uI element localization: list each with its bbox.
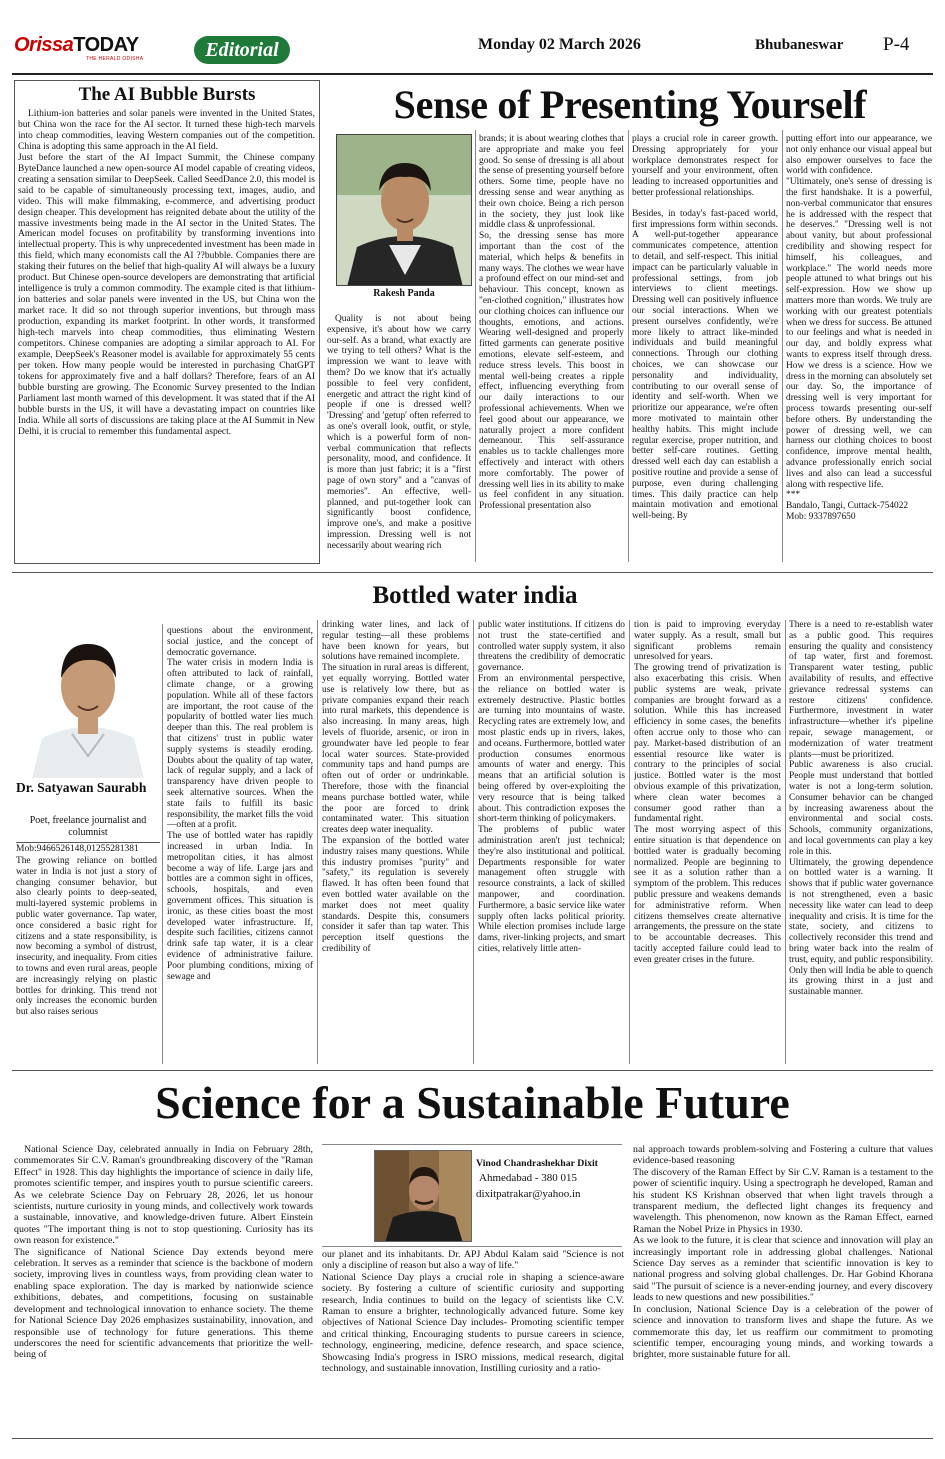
- water-col-rule: [629, 620, 630, 1064]
- sense-col-1-text: Quality is not about being expensive, it's about how we carry our-self. As a brand, what exactly are we trying to tell others? What is the impression we want to leave with them? Do we know that it's actually possible to feel very confident, energetic and attract the right kind of people if one is dressed well? 'Dressing' and 'getup' often referred to as one's overall look, outfit, or style, which is a powerful form of non-verbal communication that reflects personality, mood, and confidence. It is more than just fabric; it is a "first page of own story" and a "canvas of memories". An effective, well-planned, and put-together look can significantly boost confidence, improve one's, and make a positive impression. Dressing well is not necessarily about wearing rich: [327, 314, 471, 551]
- water-col-6-p1: There is a need to re-establish water as a public good. This requires ensuring the quality and consistency of tap water, first and foremost. Transparent water testing, public availability of results, and effective grievance redressal systems can restore citizens' confidence. Furthermore, investment in water infrastructure—whether it's pipeline repair, sewage management, or modernization of water treatment plants—must be prioritized.: [789, 620, 933, 760]
- ai-para-2: Just before the start of the AI Impact Summit, the Chinese company ByteDance launched a new open-source AI model capable of creating videos, creating a sensation similar to DeepSeek. Called SeedDance 2.0, this model is said to be capable of simultaneously processing text, images, audio, and video. This will make filmmaking, e-commerce, and advertising product design cheaper. This development has reignited debate about the utility of the massive investments being made in the AI sector in the United States. The American model focuses on profitability by transforming inventions into intellectual property. This is why unprecedented investment has been made in this field, which many economists call the AI ??bubble. Companies there are staking their futures on the belief that high-quality AI will always be a luxury product. But Chinese open-source developers are demonstrating that artificial intelligence is truly a common commodity. The example cited is that lithium-ion batteries and solar panels were invented in the US, but China won the market race. It did so not through superior inventions, but through mass production, expanding its market footprint. In other words, it transformed high-tech marvels into cheap commodities, thus eliminating Western competitors. Chinese companies are adopting a similar approach to AI. For example, DeepSeek's Reasoner model is available for approximately 55 cents per token. How many people would be interested in purchasing ChatGPT tokens for approximately five and a half dollars? Therefore, fears of an AI bubble bursting are growing. The Economic Survey presented to the Indian Parliament last month warned of this development. It was stated that if the AI bubble bursts in the US, it will have a devastating impact on countries like India. While all sorts of discussions are taking place at the AI Summit in New Delhi, it is crucial to remember this fundamental aspect.: [18, 152, 315, 437]
- water-col-rule: [162, 624, 163, 1064]
- water-col-rule: [317, 620, 318, 1064]
- science-author-email: dixitpatrakar@yahoo.in: [476, 1188, 581, 1200]
- water-col-5-p1: tion is paid to improving everyday water supply. As a result, small but significant problems remain unresolved for years.: [634, 620, 781, 663]
- water-col-4-p2: From an environmental perspective, the reliance on bottled water is extremely destructive. Plastic bottles are turning into mountains of waste. Recycling rates are extremely low, and most plastic ends up in rivers, lakes, and oceans. Furthermore, bottled water production consumes enormous amounts of water and energy. This means that an artificial solution is being offered by over-exploiting the very resource that is being talked about. This contradiction exposes the short-term thinking of policymakers.: [478, 673, 625, 825]
- sense-col-4-p2: "Ultimately, one's sense of dressing is the first handshake. It is a powerful, non-verbal communicator that ensures he is addressed with the respect that he deserves." "Dressing well is not about vanity, but about professional credibility and showing respect for himself, his colleagues, and workplace." The world needs more people attuned to what brings out his self-expression. How we show up matters more than words. We truly are working with our greatest potentials when we dress for success. Be attuned to our feelings and what is needed in our day, and boldly express what wants to express itself through dress. How we dress is a science. How we dress in the morning can absolutely set our day. So, the importance of dressing well is very important for process towards presenting our-self before others. By understanding the power of dressing well, we can harness our clothing choices to boost confidence, improve mental health, advance professionally enrich social lives and also can lead a successful along with respective life.: [786, 177, 932, 490]
- water-col-2: [167, 626, 313, 1064]
- water-col-2-p3: The use of bottled water has rapidly increased in urban India. In metropolitan cities, it has almost become a way of life. Large jars and bottles are a common sight in offices, schools, hospitals, and even government offices. This situation is ironic, as these cities boast the most developed water infrastructure. If, despite such facilities, citizens cannot drink safe tap water, it is a clear evidence of administrative failure. Poor plumbing conditions, mixing of sewage and: [167, 831, 313, 982]
- page-number: P-4: [883, 34, 910, 55]
- sense-col-rule: [782, 130, 783, 562]
- logo-tagline: THE HERALD ODISHA: [86, 56, 144, 62]
- sense-author: Rakesh Panda: [373, 288, 435, 299]
- water-col-3-p1: drinking water lines, and lack of regular testing—all these problems have been known for years, but solutions have remained incomplete.: [322, 620, 469, 663]
- sense-col-3-p2: Besides, in today's fast-paced world, first impressions form within seconds. A well-put-together appearance communicates competence, attention to detail, and self-respect. This initial impact can be particularly valuable in professional settings, from job interviews to client meetings. Dressing well can positively influence our social interactions. When we present ourselves confidently, we're more likely to attract like-minded individuals and build meaningful connections. Through our clothing choices, we can showcase our personality and individuality, contributing to our overall sense of identity and self-worth. When we prioritize our appearance, we're often more motivated to maintain other healthy habits. This might include regular exercise, proper nutrition, and better self-care routines. Getting dressed well each day can establish a positive routine and provide a sense of purpose, even during challenging times. This daily practice can help maintain motivation and emotional well-being. By: [632, 208, 778, 522]
- section-divider: [12, 1070, 933, 1071]
- sense-col-2: [479, 134, 624, 564]
- water-col-rule: [785, 620, 786, 1064]
- header-rule: [12, 73, 933, 75]
- water-col-4-p3: The problems of public water administration aren't just technical; they're also institutional and political. Departments responsible for water management often struggle with resource constraints, a lack of skilled manpower, and coordination. Furthermore, a basic service like water supply often lacks political priority. While election promises include large dams, river-linking projects, and smart cities, relatively little atten-: [478, 825, 625, 954]
- science-col-3-p1: nal approach towards problem-solving and Fostering a culture that values evidence-based reasoning: [633, 1144, 933, 1167]
- sense-col-rule: [475, 130, 476, 562]
- water-col-4: [478, 620, 625, 1064]
- sense-col-4: [786, 134, 932, 564]
- science-col-2-p2: National Science Day plays a crucial role in shaping a science-aware society. By fostering a culture of scientific curiosity and supporting research, India continues to build on the legacy of scientists like C.V. Raman to ensure a brighter, technologically advanced future. Some key objectives of National Science Day includes- Promoting scientific temper and critical thinking, Encouraging students to pursue careers in science, technology, engineering, medicine, defence research, and space science, Showcasing India's progress in ISRO missions, medical research, digital technology, and sustainable innovation, Instilling curiosity and a ratio-: [322, 1271, 624, 1375]
- water-author-mobile: Mob:9466526148,01255281381: [16, 842, 160, 854]
- water-col-3: [322, 620, 469, 1064]
- water-col-5-p2: The growing trend of privatization is also exacerbating this crisis. When public systems are weak, private companies are brought forward as a solution. While this has increased efficiency in some cases, the benefits often accrue only to those who can pay. Market-based distribution of an essential resource like water is contrary to the principles of social justice. Bottled water is the most obvious example of this privatization, where clean water becomes a consumer good rather than a fundamental right.: [634, 663, 781, 825]
- logo-today: TODAY: [73, 34, 139, 56]
- ai-article-body: [18, 109, 315, 559]
- sense-col-2-p2: So, the dressing sense has more important than the cost of the material, which helps & benefits in many ways. The clothes we wear have a profound effect on our mind-set and behaviour. This concept, known as "en-clothed cognition," illustrates how our clothing choices can influence our thoughts, emotions, and actions. Wearing well-designed and properly fitted garments can generate positive emotions, elevate self-esteem, and reduce stress levels. This boost in mental well-being creates a ripple effect, influencing everything from our daily interactions to our professional achievements. When we feel good about our appearance, we naturally project a more confident demeanour. This self-assurance enables us to tackle challenges more effectively and interact with others more comfortably. The power of dressing well lies in its ability to make us feel confident in any situation. Professional presentation also: [479, 231, 624, 512]
- footer-rule: [12, 1438, 933, 1439]
- water-col-6-p2: Public awareness is also crucial. People must understand that bottled water is not a long-term solution. Consumer behavior can be changed by increasing awareness about the environmental and social costs. Schools, community organizations, and local governments can play a key role in this.: [789, 760, 933, 857]
- science-col-1-p1: National Science Day, celebrated annually in India on February 28th, commemorates Sir C.V. Raman's groundbreaking discovery of the "Raman Effect" in 1928. This day highlights the importance of science in daily life, promotes scientific temper, and inspires youth to pursue scientific careers. As we celebrate Science Day on February 28, 2026, let us honour scientists, nurture curiosity in young minds, and collectively work towards a sustainable, innovative, and knowledge-driven future. Albert Einstein quotes "The important thing is not to stop questioning. Curiosity has its own reason for existence.": [14, 1144, 313, 1247]
- sense-stars: ***: [786, 490, 801, 501]
- water-col-3-p2: The situation in rural areas is different, yet equally worrying. Bottled water use is relatively low there, but as private companies expand their reach into rural markets, this dependence is also increasing. In many areas, high levels of fluoride, arsenic, or iron in groundwater have led people to fear local water sources. State-provided community taps and hand pumps are often out of order or undrinkable. Therefore, those with the financial means purchase bottled water, while the poor are forced to drink contaminated water. This situation creates deep water inequality.: [322, 663, 469, 836]
- sense-address: Bandalo, Tangi, Cuttack-754022: [786, 501, 909, 512]
- science-col-1: [14, 1144, 313, 1432]
- water-col-2-p1: questions about the environment, social justice, and the concept of democratic governance.: [167, 626, 313, 658]
- water-col-5: [634, 620, 781, 1064]
- author-box-rule: [322, 1144, 622, 1145]
- portrait-image: [375, 1151, 472, 1242]
- science-author-name: Vinod Chandrashekhar Dixit: [476, 1158, 598, 1169]
- sense-col-3: [632, 134, 778, 564]
- vinod-photo: [374, 1150, 472, 1242]
- science-col-3-p3: As we look to the future, it is clear that science and innovation will play an increasingly important role in addressing global challenges. National Science Day serves as a reminder that scientific innovation is key to national progress and solving global challenges. Dr. Har Gobind Khorana said "The pursuit of science is a never-ending journey, and every discovery leads to new questions and new possibilities.": [633, 1235, 933, 1304]
- sense-article-title: Sense of Presenting Yourself: [393, 82, 867, 127]
- science-col-2-p1: our planet and its inhabitants. Dr. APJ Abdul Kalam said "Science is not only a discipline of reason but also a way of life.": [322, 1249, 624, 1272]
- sense-col-2-p1: brands; it is about wearing clothes that are appropriate and make you feel good. So sense of dressing is all about the sense of presenting yourself before others. Some time, people have no dressing sense and wear anything as their own choice. Being a rich person in the society, they just look like middle class & unprofessional.: [479, 134, 624, 231]
- science-col-3: [633, 1144, 933, 1432]
- water-col-3-p3: The expansion of the bottled water industry raises many questions. While this industry promises "purity" and "safety," its regulation is severely flawed. It has often been found that even bottled water available on the market does not meet quality standards. Despite this, consumers consider it safer than tap water. This perception itself questions the credibility of: [322, 835, 469, 954]
- section-divider: [12, 572, 933, 573]
- water-author-role: Poet, freelance journalist and columnist: [29, 815, 147, 838]
- science-col-3-p2: The discovery of the Raman Effect by Sir C.V. Raman is a testament to the power of scientific inquiry. Using a spectrograph he developed, Raman and his student KS Krishnan observed that when light travels through a transparent medium, the deflected light changes its frequency and wavelength. This phenomenon, now known as the Raman Effect, earned Raman the Nobel Prize in Physics in 1930.: [633, 1166, 933, 1235]
- water-col-5-p3: The most worrying aspect of this entire situation is that dependence on bottled water is gradually becoming normalized. People are beginning to see it as a solution rather than a symptom of the problem. This reduces public pressure and weakens demands for administrative reform. When citizens themselves create alternative arrangements, the pressure on the state to be accountable decreases. This tacitly accepted failure could lead to even greater crises in the future.: [634, 825, 781, 965]
- ai-para-1: Lithium-ion batteries and solar panels were invented in the United States, but China won the race for the AI sector. It turned these high-tech marvels into cheap commodities, leaving Western companies out of the competition. China is adopting this same approach in the AI field.: [18, 109, 315, 152]
- science-article-title: Science for a Sustainable Future: [155, 1077, 790, 1128]
- science-col-3-p4: In conclusion, National Science Day is a celebration of the power of science and innovation to transform lives and shape the future. As we commemorate this day, let us reaffirm our commitment to promoting scientific temper, encouraging young minds, and working towards a brighter, more sustainable future for all.: [633, 1303, 933, 1361]
- science-col-1-p2: The significance of National Science Day extends beyond mere celebration. It serves as a reminder that science is the backbone of modern society, improving lives in countless ways, from providing clean water to enabling space exploration. The day is marked by nationwide science exhibitions, debates, and competitions, focusing on sustainable development and technological innovation to enhance society. The theme for National Science Day 2026 emphasizes sustainability, innovation, and responsible use of technology for future generations. This theme underscores the need for scientific advancements that prioritize the well-being of: [14, 1246, 313, 1361]
- water-col-rule: [473, 620, 474, 1064]
- edition-city: Bhubaneswar: [755, 37, 844, 53]
- water-col-2-p2: The water crisis in modern India is often attributed to lack of rainfall, climate change, or a growing population. While all of these factors are important, the root cause of the popularity of bottled water lies much deeper than this. The real problem is that citizens' trust in public water supply systems is steadily eroding. Doubts about the quality of tap water, lack of regular supply, and a lack of transparency have driven people to seek alternative sources. When the state fails to fulfill its basic responsibility, the market fills the void—often at a profit.: [167, 658, 313, 831]
- section-badge: Editorial: [194, 36, 290, 64]
- water-col-1: [16, 856, 157, 1066]
- water-article-title: Bottled water india: [372, 582, 578, 609]
- water-author-name: Dr. Satyawan Saurabh: [16, 780, 147, 795]
- sense-mobile: Mob: 9337897650: [786, 511, 856, 522]
- rakesh-photo: [336, 134, 472, 286]
- logo-orissa: Orissa: [14, 34, 74, 56]
- water-col-1-text: The growing reliance on bottled water in India is not just a story of changing consumer behavior, but also clearly points to deep-seated, multi-layered systemic problems in public water governance. Tap water, once considered a basic right for citizens and a state responsibility, is now becoming a symbol of distrust, insecurity, and inequality. From cities to towns and even rural areas, people are increasingly relying on plastic bottles for drinking. This trend not only increases the economic burden but also raises serious: [16, 856, 157, 1018]
- issue-date: Monday 02 March 2026: [478, 36, 641, 53]
- portrait-image: [337, 135, 472, 286]
- satyawan-photo: [28, 620, 148, 778]
- water-col-6-p3: Ultimately, the growing dependence on bottled water is a warning. It shows that if public water governance is not strengthened, even a basic necessity like water can lead to deep inequality and crisis. It is time for the state, society, and citizens to collectively reconsider this trend and bring water back into the realm of trust, equity, and public responsibility. Only then will India be able to quench its growing thirst in a just and sustainable manner.: [789, 857, 933, 998]
- sense-col-rule: [628, 130, 629, 562]
- water-col-6: [789, 620, 933, 1064]
- ai-article-title: The AI Bubble Bursts: [78, 84, 256, 105]
- sense-col-4-p1: putting effort into our appearance, we not only enhance our visual appeal but also empower ourselves to face the world with confidence.: [786, 134, 932, 177]
- science-author-city: Ahmedabad - 380 015: [479, 1172, 578, 1184]
- portrait-image: [28, 620, 148, 778]
- water-col-4-p1: public water institutions. If citizens do not trust the state-certified and controlled water supply system, it also threatens the credibility of democratic governance.: [478, 620, 625, 674]
- author-box-rule: [322, 1246, 622, 1247]
- logo: [14, 34, 139, 56]
- sense-col-3-p1: plays a crucial role in career growth. Dressing appropriately for your workplace demonstrates respect for yourself and your environment, often leading to increased opportunities and better professional relationships.: [632, 134, 778, 198]
- sense-col-1: [327, 314, 471, 564]
- science-col-2: [322, 1249, 624, 1432]
